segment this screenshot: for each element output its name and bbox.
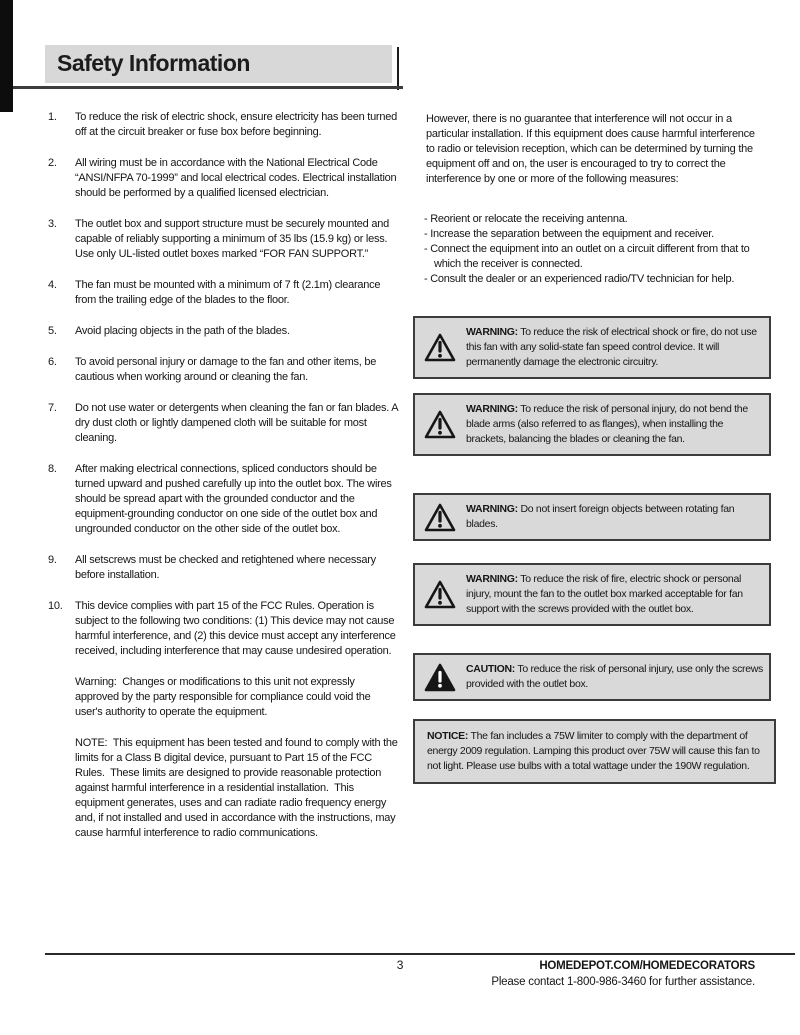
list-item-text: Avoid placing objects in the path of the blades. bbox=[75, 325, 290, 337]
warning-text: WARNING: To reduce the risk of electrical shock or fire, do not use this fan with any solid-state fan speed control device. It will permanently damage the electronic circuitry. bbox=[466, 326, 757, 368]
section-title-box bbox=[45, 45, 392, 83]
list-item-number: 5. bbox=[48, 325, 57, 337]
warning-text: WARNING: To reduce the risk of fire, electric shock or personal injury, mount the fan to the outlet box marked acceptable for fan support with the screws provided with the outlet box. bbox=[466, 573, 743, 615]
warning-label: WARNING: bbox=[466, 326, 518, 338]
list-item bbox=[48, 599, 398, 659]
list-item-number: 3. bbox=[48, 218, 57, 230]
list-item-text: The fan must be mounted with a minimum of 7 ft (2.1m) clearance from the trailing edge of the blades to the floor. bbox=[75, 279, 381, 306]
list-item bbox=[48, 553, 398, 583]
left-column bbox=[48, 110, 401, 857]
warning-triangle-icon bbox=[424, 333, 456, 362]
list-item-number: 6. bbox=[48, 356, 57, 368]
list-item bbox=[48, 156, 398, 201]
title-divider-line bbox=[397, 47, 399, 90]
list-item-number: 8. bbox=[48, 463, 57, 475]
measure-item: - Increase the separation between the equipment and receiver. bbox=[424, 228, 714, 240]
list-item-number: 1. bbox=[48, 111, 57, 123]
warning-box-2 bbox=[413, 393, 771, 456]
warning-box-3 bbox=[413, 493, 771, 541]
list-item-text: All wiring must be in accordance with the National Electrical Code “ANSI/NFPA 70-1999” and local electrical codes. Electrical installation should be performed by a qualified licensed electrician. bbox=[75, 157, 397, 199]
list-item bbox=[48, 462, 398, 537]
list-item bbox=[48, 110, 398, 140]
list-item-text: All setscrews must be checked and retightened where necessary before installation. bbox=[75, 554, 376, 581]
interference-measures-list bbox=[424, 212, 758, 287]
page-title: Safety Information bbox=[57, 50, 250, 76]
warning-box-1 bbox=[413, 316, 771, 379]
warning-text: WARNING: Do not insert foreign objects between rotating fan blades. bbox=[466, 503, 735, 530]
footer-website: HOMEDEPOT.COM/HOMEDECORATORS bbox=[539, 960, 755, 972]
list-item-text: To avoid personal injury or damage to the fan and other items, be cautious when working around or cleaning the fan. bbox=[75, 356, 377, 383]
warning-triangle-icon bbox=[424, 580, 456, 609]
footer-rule bbox=[45, 953, 795, 955]
list-item-text: After making electrical connections, spliced conductors should be turned upward and pushed carefully up into the outlet box. The wires should be spread apart with the grounded conductor and the equipment-grounding conductor on one side of the outlet box and ungrounded conductor on the other side of the outlet box. bbox=[75, 463, 392, 535]
list-item bbox=[48, 401, 398, 446]
warning-label: WARNING: bbox=[466, 503, 518, 515]
list-item-number: 7. bbox=[48, 402, 57, 414]
measure-item: - Consult the dealer or an experienced radio/TV technician for help. bbox=[424, 273, 735, 285]
caution-text: CAUTION: To reduce the risk of personal injury, use only the screws provided with the outlet box. bbox=[466, 663, 763, 690]
list-item bbox=[48, 217, 398, 262]
list-item bbox=[48, 278, 398, 308]
list-item-text: The outlet box and support structure must be securely mounted and capable of reliably supporting a minimum of 35 lbs (15.9 kg) or less. Use only UL-listed outlet boxes marked “FOR FAN SUPPORT.” bbox=[75, 218, 389, 260]
interference-intro-paragraph: However, there is no guarantee that interference will not occur in a particular installation. If this equipment does cause harmful interference to radio or television reception, which can be determined by turning the equipment off and on, the user is encouraged to try to correct the interference by one or more of the following measures: bbox=[426, 113, 755, 185]
fcc-note-paragraph: NOTE: This equipment has been tested and found to comply with the limits for a Class B digital device, pursuant to Part 15 of the FCC Rules. These limits are designed to provide reasonable protection against harmful interference in a residential installation. This equipment generates, uses and can radiate radio frequency energy and, if not installed and used in accordance with the instructions, may cause harmful interference to radio communications. bbox=[75, 737, 401, 839]
warning-label: WARNING: bbox=[466, 403, 518, 415]
measure-item: - Connect the equipment into an outlet on a circuit different from that to which the receiver is connected. bbox=[424, 243, 750, 270]
caution-box bbox=[413, 653, 771, 701]
list-item-number: 2. bbox=[48, 157, 57, 169]
scan-artifact-bar bbox=[0, 0, 13, 112]
list-item-text: Do not use water or detergents when cleaning the fan or fan blades. A dry dust cloth or lightly dampened cloth will be suitable for most cleaning. bbox=[75, 402, 398, 444]
warning-triangle-icon bbox=[424, 503, 456, 532]
page-number: 3 bbox=[396, 958, 404, 972]
list-item-number: 9. bbox=[48, 554, 57, 566]
footer-text-block bbox=[491, 958, 755, 990]
notice-text: NOTICE: The fan includes a 75W limiter to comply with the department of energy 2009 regulation. Lamping this product over 75W will cause this fan to not light. Please use bulbs with a total wattage under the 190W regulation. bbox=[427, 730, 760, 772]
notice-box bbox=[413, 719, 776, 784]
list-item-text: This device complies with part 15 of the FCC Rules. Operation is subject to the following two conditions: (1) This device may not cause harmful interference, and (2) this device must accept any interference received, including interference that may cause undesired operation. bbox=[75, 600, 396, 657]
caution-label: CAUTION: bbox=[466, 663, 515, 675]
warning-text: WARNING: To reduce the risk of personal injury, do not bend the blade arms (also referred to as flanges), when installing the brackets, balancing the blades or cleaning the fan. bbox=[466, 403, 748, 445]
title-underline-rule bbox=[13, 86, 403, 89]
notice-label: NOTICE: bbox=[427, 730, 469, 742]
list-item bbox=[48, 355, 398, 385]
list-item-text: To reduce the risk of electric shock, ensure electricity has been turned off at the circuit breaker or fuse box before beginning. bbox=[75, 111, 397, 138]
list-item-number: 4. bbox=[48, 279, 57, 291]
caution-triangle-icon bbox=[424, 663, 456, 692]
warning-label: WARNING: bbox=[466, 573, 518, 585]
measure-item: - Reorient or relocate the receiving antenna. bbox=[424, 213, 628, 225]
warning-box-4 bbox=[413, 563, 771, 626]
footer-contact-line: Please contact 1-800-986-3460 for further assistance. bbox=[491, 976, 755, 988]
list-item-number: 10. bbox=[48, 600, 63, 612]
list-item bbox=[48, 324, 398, 339]
fcc-warning-paragraph: Warning: Changes or modifications to this unit not expressly approved by the party responsible for compliance could void the user's authority to operate the equipment. bbox=[75, 676, 374, 718]
warning-triangle-icon bbox=[424, 410, 456, 439]
